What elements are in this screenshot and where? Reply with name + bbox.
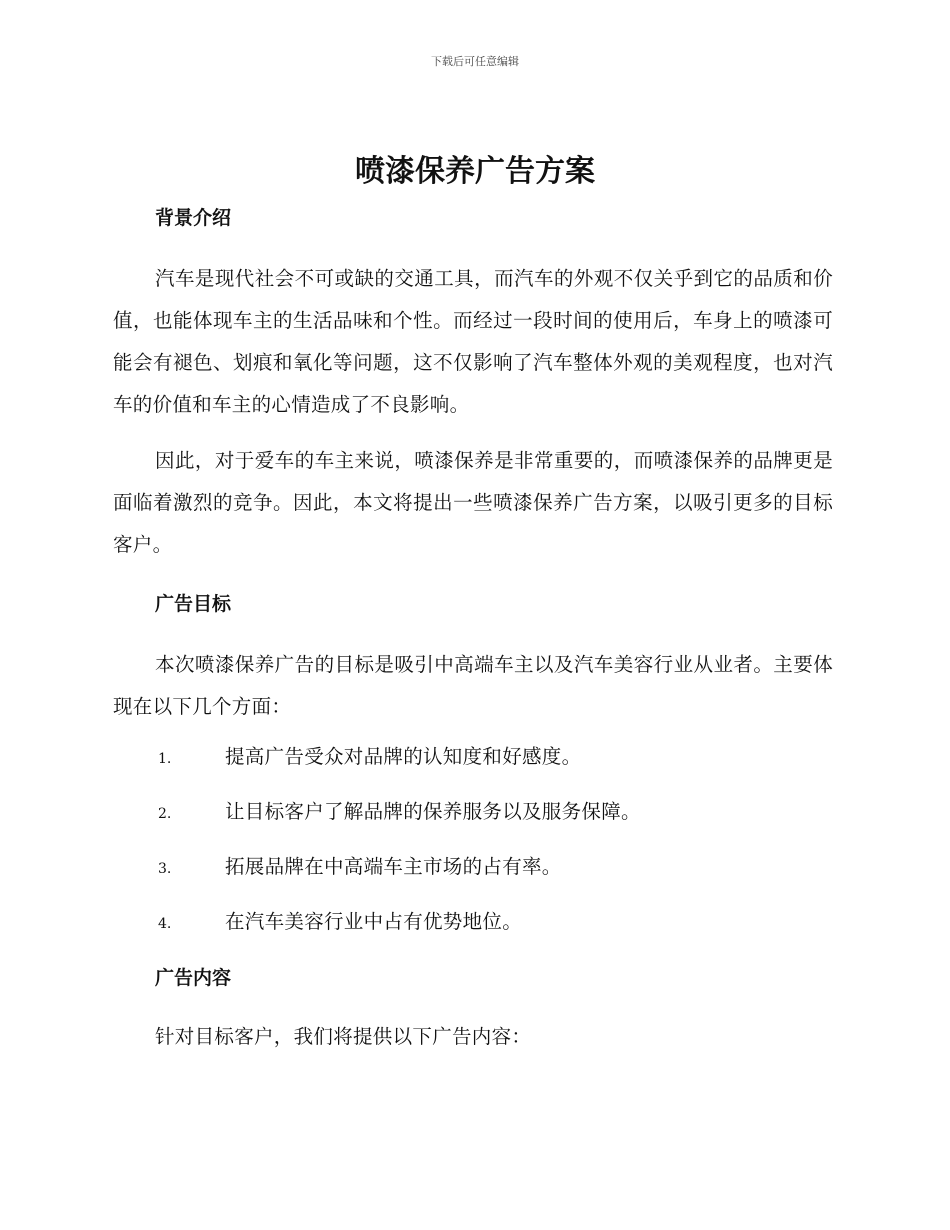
list-item: [113, 742, 833, 797]
list-text: 提高广告受众对品牌的认知度和好感度。: [225, 745, 582, 768]
paragraph-goals-intro: 本次喷漆保养广告的目标是吸引中高端车主以及汽车美容行业从业者。主要体现在以下几个方面：: [113, 653, 833, 718]
section-heading-background: 背景介绍: [155, 207, 232, 229]
list-item: [113, 907, 833, 962]
list-text: 让目标客户了解品牌的保养服务以及服务保障。: [225, 800, 641, 823]
goals-list: [113, 742, 833, 962]
list-item: [113, 852, 833, 907]
list-number: 2.: [158, 806, 172, 822]
list-number: 3.: [158, 861, 172, 877]
paragraph-background-2: 因此，对于爱车的车主来说，喷漆保养是非常重要的，而喷漆保养的品牌更是面临着激烈的竞争。因此，本文将提出一些喷漆保养广告方案，以吸引更多的目标客户。: [113, 449, 833, 556]
section-heading-content: 广告内容: [155, 967, 232, 989]
header-note: 下载后可任意编辑: [431, 55, 519, 68]
list-text: 拓展品牌在中高端车主市场的占有率。: [225, 855, 562, 878]
list-number: 1.: [158, 751, 172, 767]
paragraph-background-1: 汽车是现代社会不可或缺的交通工具，而汽车的外观不仅关乎到它的品质和价值，也能体现车主的生活品味和个性。而经过一段时间的使用后，车身上的喷漆可能会有褪色、划痕和氧化等问题，这不仅影响了汽车整体外观的美观程度，也对汽车的价值和车主的心情造成了不良影响。: [113, 267, 833, 416]
paragraph-content-intro: 针对目标客户，我们将提供以下广告内容：: [155, 1025, 532, 1048]
section-heading-goals: 广告目标: [155, 593, 232, 615]
list-number: 4.: [158, 916, 172, 932]
list-text: 在汽车美容行业中占有优势地位。: [225, 910, 523, 933]
list-item: [113, 797, 833, 852]
document-title: 喷漆保养广告方案: [355, 154, 595, 189]
document-body: [113, 200, 833, 1058]
